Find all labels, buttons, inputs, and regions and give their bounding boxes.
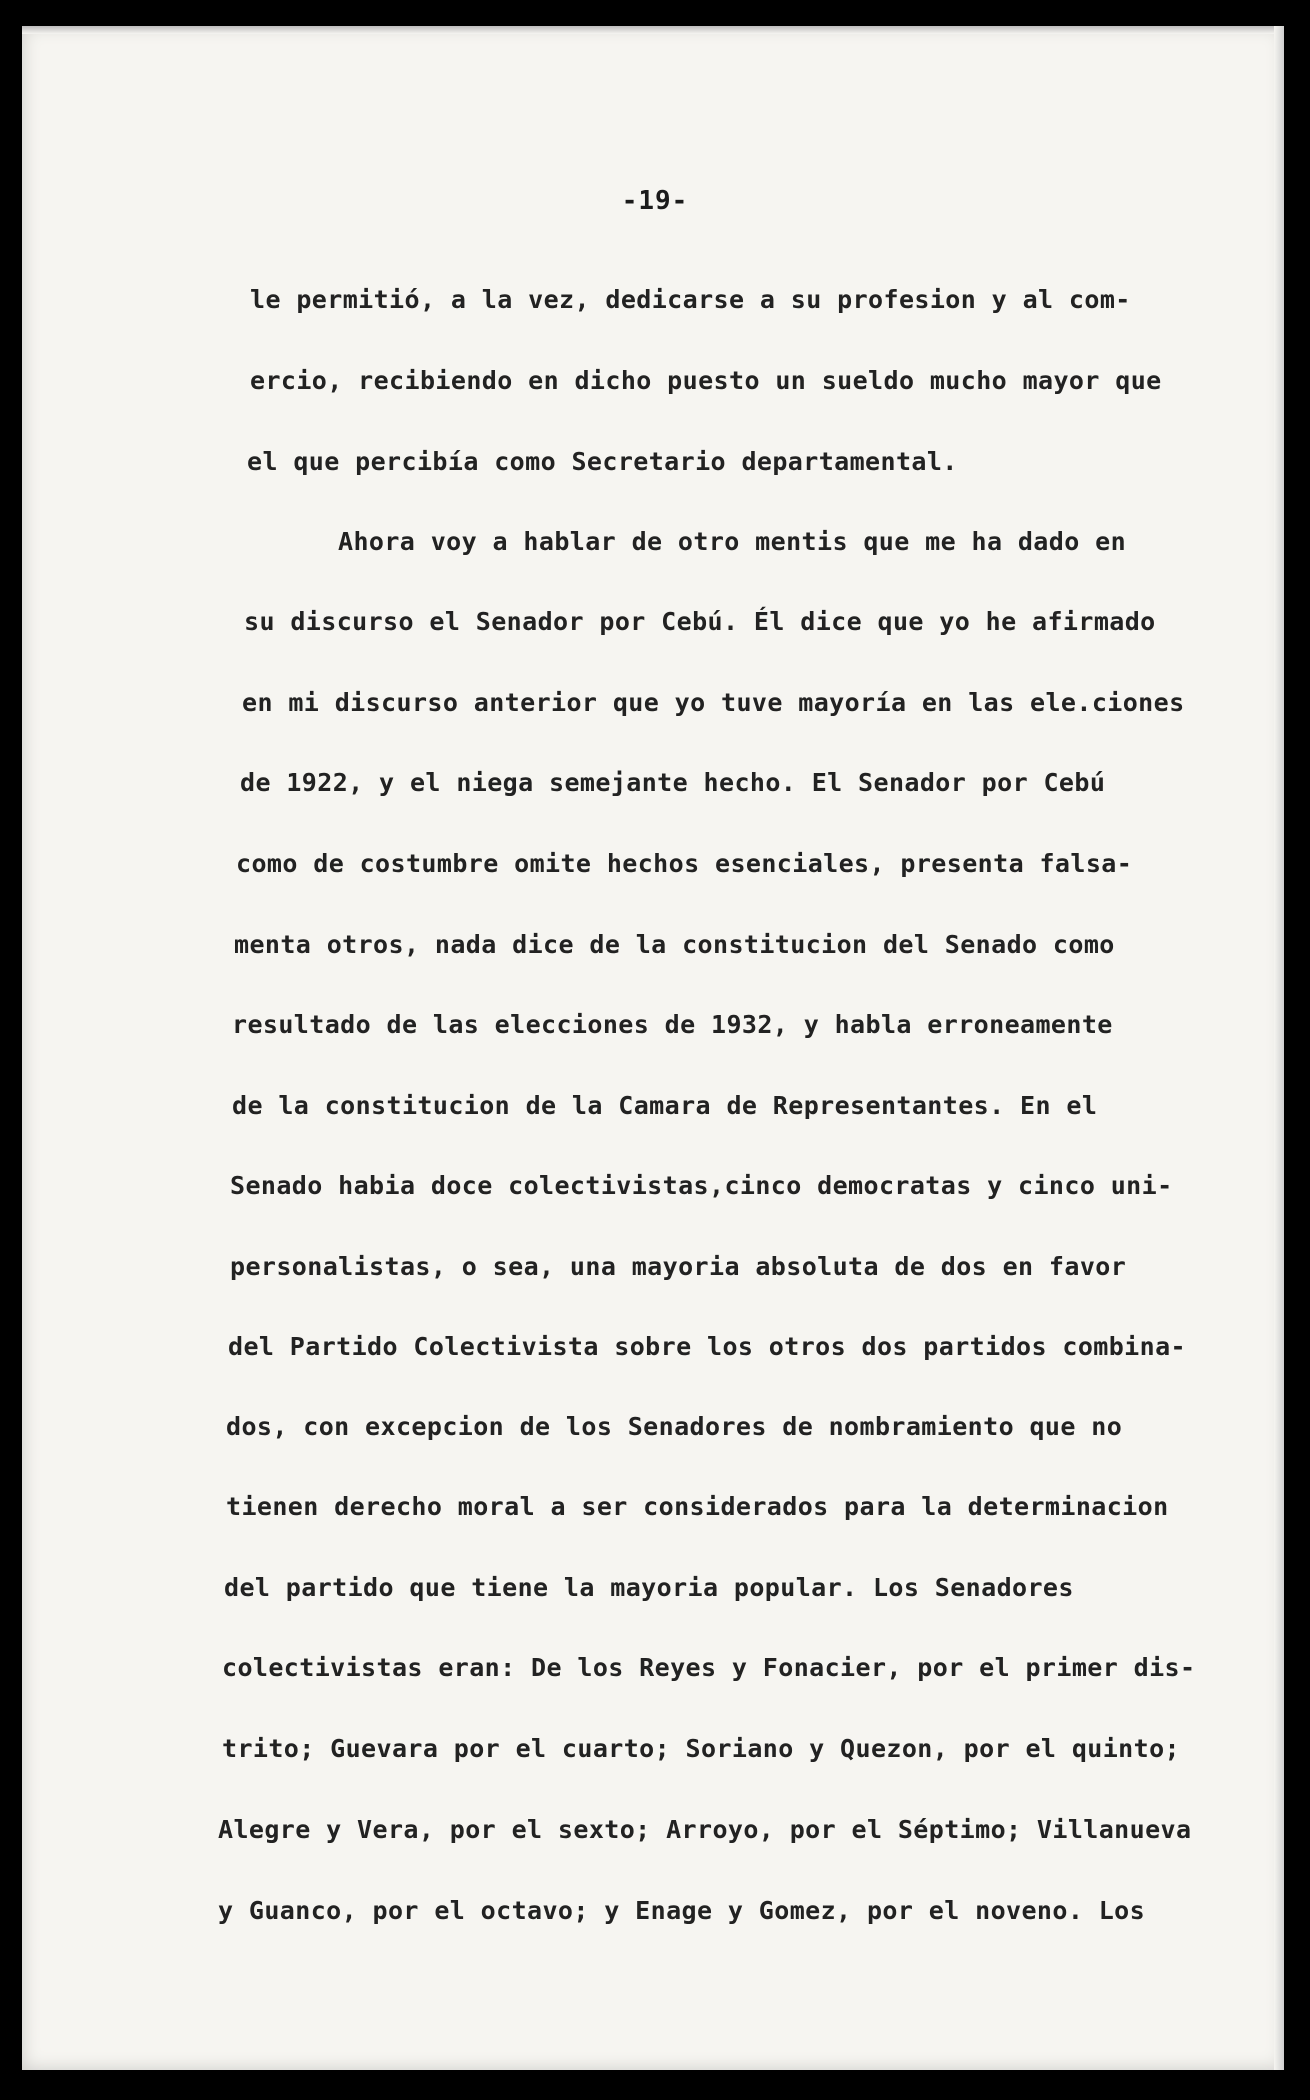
text-line: resultado de las elecciones de 1932, y habla erroneamente (232, 1010, 1113, 1039)
text-line: dos, con excepcion de los Senadores de nombramiento que no (226, 1412, 1123, 1441)
text-line: trito; Guevara por el cuarto; Soriano y Quezon, por el quinto; (222, 1734, 1180, 1763)
page-number: -19- (621, 186, 689, 216)
text-line: Ahora voy a hablar de otro mentis que me ha dado en (338, 527, 1127, 556)
text-line: y Guanco, por el octavo; y Enage y Gomez, por el noveno. Los (218, 1896, 1146, 1925)
text-line: colectivistas eran: De los Reyes y Fonacier, por el primer dis- (222, 1653, 1196, 1682)
text-line: en mi discurso anterior que yo tuve mayoría en las ele.ciones (242, 688, 1185, 717)
text-line: del partido que tiene la mayoria popular. Los Senadores (224, 1573, 1074, 1602)
text-line: ercio, recibiendo en dicho puesto un sueldo mucho mayor que (250, 366, 1162, 395)
text-line: personalistas, o sea, una mayoria absoluta de dos en favor (230, 1252, 1127, 1281)
text-line: de 1922, y el niega semejante hecho. El Senador por Cebú (240, 768, 1106, 797)
page-top-edge (22, 26, 1284, 34)
document-page (22, 26, 1284, 2070)
text-line: Alegre y Vera, por el sexto; Arroyo, por el Séptimo; Villanueva (218, 1815, 1192, 1844)
text-line: el que percibía como Secretario departamental. (247, 447, 958, 476)
text-line: del Partido Colectivista sobre los otros dos partidos combina- (228, 1332, 1186, 1361)
text-line: de la constitucion de la Camara de Representantes. En el (232, 1091, 1098, 1120)
text-line: le permitió, a la vez, dedicarse a su profesion y al com- (250, 285, 1131, 314)
page-right-edge (1274, 26, 1284, 2070)
text-line: Senado habia doce colectivistas,cinco democratas y cinco uni- (230, 1171, 1173, 1200)
text-line: como de costumbre omite hechos esenciales, presenta falsa- (236, 849, 1133, 878)
text-line: tienen derecho moral a ser considerados para la determinacion (226, 1492, 1169, 1521)
text-line: menta otros, nada dice de la constitucion del Senado como (234, 930, 1115, 959)
text-line: su discurso el Senador por Cebú. Él dice que yo he afirmado (244, 607, 1156, 636)
